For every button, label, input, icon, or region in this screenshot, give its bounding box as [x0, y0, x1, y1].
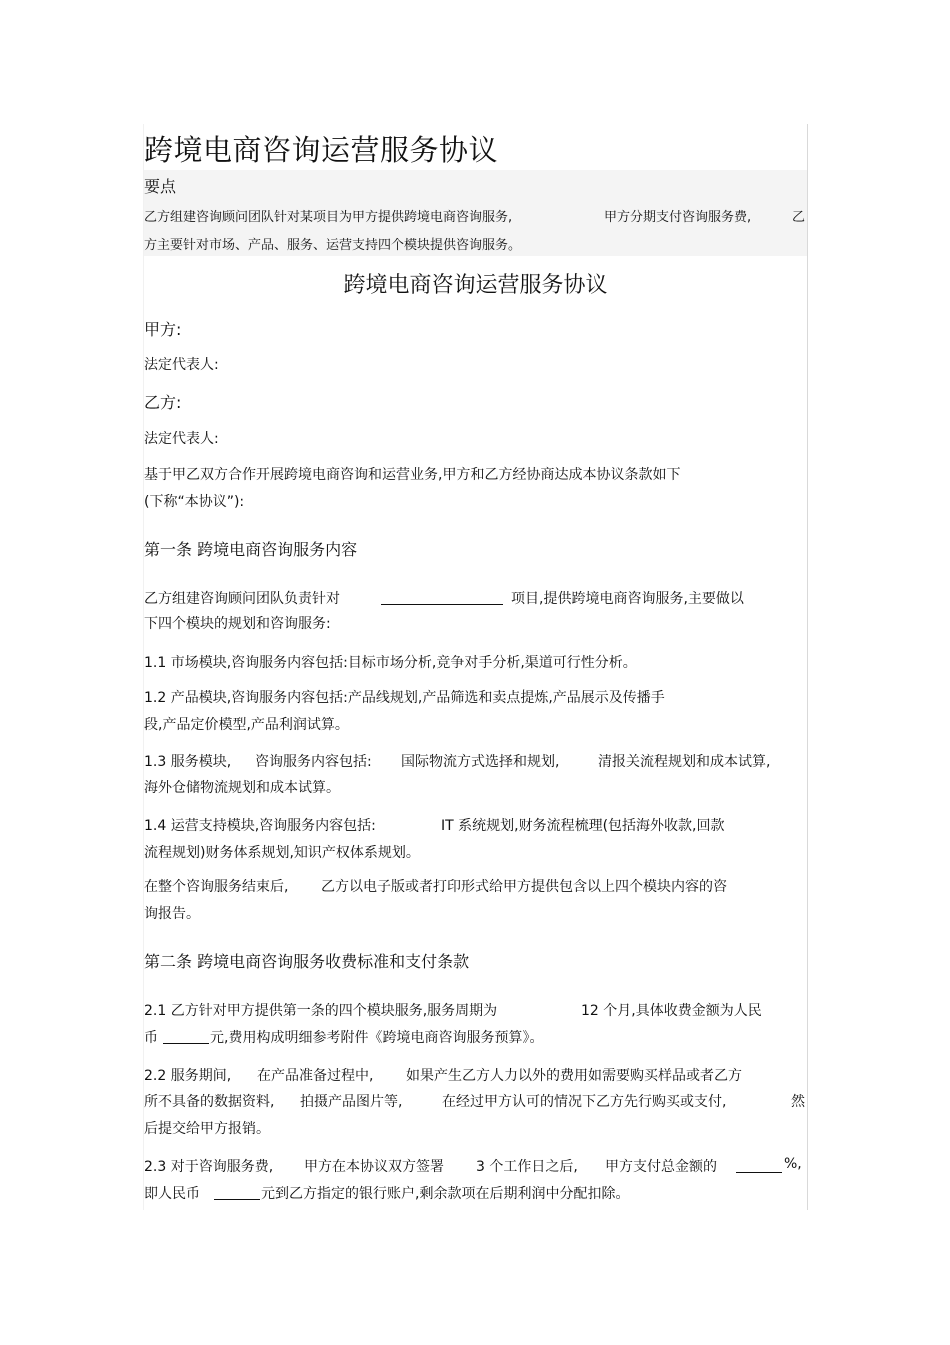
item-1-3-c: 国际物流方式选择和规划,	[401, 754, 560, 770]
item-1-2-line-b: 段,产品定价模型,产品利润试算。	[144, 717, 349, 733]
article-1-closing-a: 在整个咨询服务结束后,	[144, 879, 289, 895]
preamble-line-2: (下称“本协议”):	[144, 494, 245, 510]
item-1-2-line-a: 1.2 产品模块,咨询服务内容包括:产品线规划,产品筛选和卖点提炼,产品展示及传播手	[144, 690, 665, 706]
item-2-3-e: %,	[784, 1156, 802, 1172]
summary-line-1a: 乙方组建咨询顾问团队针对某项目为甲方提供跨境电商咨询服务,	[144, 210, 513, 225]
item-1-3-a: 1.3 服务模块,	[144, 754, 232, 770]
item-2-3-d: 甲方支付总金额的	[605, 1159, 717, 1175]
preamble-line-1: 基于甲乙双方合作开展跨境电商咨询和运营业务,甲方和乙方经协商达成本协议条款如下	[144, 467, 681, 483]
summary-heading: 要点	[144, 177, 177, 196]
party-a-label: 甲方:	[144, 320, 182, 339]
item-1-3-b: 咨询服务内容包括:	[255, 754, 372, 770]
article-1-intro-b: 项目,提供跨境电商咨询服务,主要做以	[511, 591, 744, 607]
item-2-3-c: 3 个工作日之后,	[476, 1159, 578, 1175]
summary-line-2: 方主要针对市场、产品、服务、运营支持四个模块提供咨询服务。	[144, 238, 522, 253]
article-2-heading: 第二条 跨境电商咨询服务收费标准和支付条款	[144, 952, 470, 971]
item-2-2-a: 2.2 服务期间,	[144, 1068, 232, 1084]
item-2-2-b: 在产品准备过程中,	[257, 1068, 374, 1084]
item-2-2-h: 后提交给甲方报销。	[144, 1121, 270, 1137]
summary-box	[144, 170, 807, 256]
item-2-1-b: 12 个月,具体收费金额为人民	[581, 1003, 762, 1019]
item-2-1-a: 2.1 乙方针对甲方提供第一条的四个模块服务,服务周期为	[144, 1003, 498, 1019]
party-b-label: 乙方:	[144, 393, 182, 412]
party-a-representative: 法定代表人:	[144, 357, 219, 373]
item-2-2-f: 在经过甲方认可的情况下乙方先行购买或支付,	[442, 1094, 727, 1110]
item-1-4-c: 流程规划)财务体系规划,知识产权体系规划。	[144, 845, 420, 861]
article-1-intro-a: 乙方组建咨询顾问团队负责针对	[144, 591, 340, 607]
summary-line-1b: 甲方分期支付咨询服务费,	[604, 210, 752, 225]
item-2-1-c: 币	[144, 1030, 158, 1046]
item-1-4-b: IT 系统规划,财务流程梳理(包括海外收款,回款	[441, 818, 725, 834]
item-2-2-d: 所不具备的数据资料,	[144, 1094, 275, 1110]
article-1-heading: 第一条 跨境电商咨询服务内容	[144, 540, 358, 559]
item-1-3-e: 海外仓储物流规划和成本试算。	[144, 780, 340, 796]
payment-amount-blank	[214, 1187, 260, 1200]
item-2-3-g: 元到乙方指定的银行账户,剩余款项在后期利润中分配扣除。	[261, 1186, 630, 1202]
item-1-3-d: 清报关流程规划和成本试算,	[598, 754, 771, 770]
payment-percent-blank	[736, 1160, 782, 1173]
item-2-2-g: 然	[791, 1094, 805, 1110]
item-2-3-f: 即人民币	[144, 1186, 200, 1202]
project-name-blank	[381, 592, 503, 605]
article-1-closing-c: 询报告。	[144, 906, 200, 922]
summary-line-1c: 乙	[792, 210, 806, 225]
item-2-3-a: 2.3 对于咨询服务费,	[144, 1159, 274, 1175]
party-b-representative: 法定代表人:	[144, 431, 219, 447]
item-2-1-d: 元,费用构成明细参考附件《跨境电商咨询服务预算》。	[210, 1030, 544, 1046]
item-1-4-a: 1.4 运营支持模块,咨询服务内容包括:	[144, 818, 376, 834]
item-2-2-c: 如果产生乙方人力以外的费用如需要购买样品或者乙方	[406, 1068, 742, 1084]
item-2-3-b: 甲方在本协议双方签署	[304, 1159, 444, 1175]
article-1-intro-2: 下四个模块的规划和咨询服务:	[144, 616, 331, 632]
item-1-1: 1.1 市场模块,咨询服务内容包括:目标市场分析,竞争对手分析,渠道可行性分析。	[144, 655, 637, 671]
document-page	[143, 124, 808, 1210]
article-1-closing-b: 乙方以电子版或者打印形式给甲方提供包含以上四个模块内容的咨	[321, 879, 727, 895]
document-title: 跨境电商咨询运营服务协议	[144, 133, 499, 167]
item-2-2-e: 拍摄产品图片等,	[300, 1094, 403, 1110]
total-amount-blank	[163, 1031, 209, 1044]
contract-title: 跨境电商咨询运营服务协议	[343, 273, 608, 298]
